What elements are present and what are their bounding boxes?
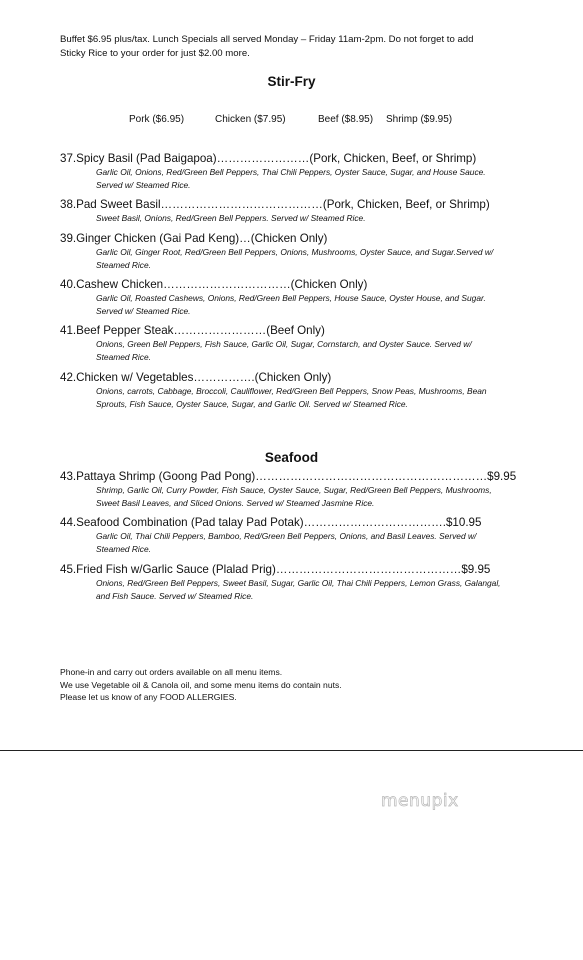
item-name: 41.Beef Pepper Steak — [60, 324, 174, 337]
footer-notes — [60, 666, 480, 704]
item-name: 37.Spicy Basil (Pad Baigapoa) — [60, 152, 217, 165]
menu-item-heading — [60, 515, 510, 530]
item-description: Garlic Oil, Ginger Root, Red/Green Bell Peppers, Onions, Mushrooms, Oyster Sauce, and Sugar.Served w/ Steamed Rice. — [96, 247, 494, 270]
menu-item-39 — [60, 231, 510, 272]
menu-item-heading — [60, 323, 510, 338]
menu-item-heading — [60, 277, 510, 292]
note-line-3: Please let us know of any FOOD ALLERGIES. — [60, 692, 237, 702]
menu-item-38 — [60, 197, 510, 225]
item-price: $9.95 — [461, 563, 491, 576]
item-description: Onions, Red/Green Bell Peppers, Sweet Basil, Sugar, Garlic Oil, Thai Chili Peppers, Lemon Grass, Galangal, and Fish Sauce. Served w/ Steamed Rice. — [96, 578, 501, 601]
item-name: 45.Fried Fish w/Garlic Sauce (Plalad Prig) — [60, 563, 276, 576]
item-name: 43.Pattaya Shrimp (Goong Pad Pong) — [60, 470, 256, 483]
menu-item-45 — [60, 562, 510, 603]
item-price: $10.95 — [445, 516, 482, 529]
stir-fry-heading: Stir-Fry — [267, 74, 316, 89]
menu-item-heading — [60, 562, 510, 577]
price-beef: Beef ($8.95) — [318, 114, 374, 125]
menu-item-43 — [60, 469, 517, 510]
item-description: Garlic Oil, Onions, Red/Green Bell Peppers, Thai Chili Peppers, Oyster Sauce, Sugar, and House Sauce. Served w/ Steamed Rice. — [96, 167, 486, 190]
menu-item-37 — [60, 151, 510, 192]
item-description: Garlic Oil, Roasted Cashews, Onions, Red/Green Bell Peppers, House Sauce, Oyster House, and Sugar. Served w/ Steamed Rice. — [96, 293, 486, 316]
note-line-1: Phone-in and carry out orders available on all menu items. — [60, 667, 283, 677]
item-name: 39.Ginger Chicken (Gai Pad Keng) — [60, 232, 240, 245]
dot-leader: …………………… — [173, 324, 267, 337]
item-name: 38.Pad Sweet Basil — [60, 198, 161, 211]
price-chicken: Chicken ($7.95) — [215, 114, 286, 125]
item-name: 44.Seafood Combination (Pad talay Pad Potak) — [60, 516, 304, 529]
menu-item-heading — [60, 469, 517, 484]
page-divider — [0, 750, 583, 751]
item-option: (Beef Only) — [266, 324, 325, 337]
item-name: 42.Chicken w/ Vegetables — [60, 371, 194, 384]
price-pork: Pork ($6.95) — [129, 114, 185, 125]
dot-leader: …………………………………………………… — [255, 470, 488, 483]
intro-text — [60, 33, 540, 61]
dot-leader: …………………………………… — [160, 198, 323, 211]
item-option: (Pork, Chicken, Beef, or Shrimp) — [309, 152, 477, 165]
dot-leader: …………………………… — [163, 278, 291, 291]
item-name: 40.Cashew Chicken — [60, 278, 164, 291]
item-description: Garlic Oil, Thai Chili Peppers, Bamboo, Red/Green Bell Peppers, Onions, and Basil Leaves. Served w/ Steamed Rice. — [96, 531, 477, 554]
menu-item-heading — [60, 231, 510, 246]
note-line-2: We use Vegetable oil & Canola oil, and some menu items do contain nuts. — [60, 679, 342, 690]
dot-leader: ………………………………………… — [275, 563, 462, 576]
item-option: (Chicken Only) — [250, 232, 328, 245]
dot-leader: ……………. — [193, 371, 255, 384]
intro-line-2: Sticky Rice to your order for just $2.00 more. — [60, 48, 250, 59]
dot-leader: … — [239, 232, 251, 245]
item-description: Onions, Green Bell Peppers, Fish Sauce, Garlic Oil, Sugar, Cornstarch, and Oyster Sauce. Served w/ Steamed Rice. — [96, 339, 472, 362]
item-description: Onions, carrots, Cabbage, Broccoli, Cauliflower, Red/Green Bell Peppers, Snow Peas, Mushrooms, Bean Sprouts, Fish Sauce, Oyster Sauce, Sugar, and Garlic Oil. Served w/ Steamed Rice. — [96, 386, 487, 409]
intro-line-1: Buffet $6.95 plus/tax. Lunch Specials all served Monday – Friday 11am-2pm. Do not forget to add — [60, 34, 474, 45]
seafood-heading: Seafood — [264, 450, 319, 465]
item-option: (Chicken Only) — [254, 371, 332, 384]
stir-fry-price-row — [0, 114, 583, 128]
item-price: $9.95 — [487, 470, 517, 483]
menu-item-44 — [60, 515, 510, 556]
menu-item-heading — [60, 197, 510, 212]
dot-leader: ………………………………. — [303, 516, 446, 529]
menu-item-heading — [60, 370, 510, 385]
item-description: Shrimp, Garlic Oil, Curry Powder, Fish Sauce, Oyster Sauce, Sugar, Red/Green Bell Peppers, Mushrooms, Sweet Basil Leaves, and Sliced Onions. Served w/ Steamed Jasmine Rice. — [96, 485, 492, 508]
price-shrimp: Shrimp ($9.95) — [386, 114, 453, 125]
item-option: (Chicken Only) — [290, 278, 368, 291]
menu-item-40 — [60, 277, 510, 318]
menu-item-41 — [60, 323, 510, 364]
item-description: Sweet Basil, Onions, Red/Green Bell Peppers. Served w/ Steamed Rice. — [96, 213, 366, 223]
item-option: (Pork, Chicken, Beef, or Shrimp) — [322, 198, 490, 211]
menu-item-42 — [60, 370, 510, 411]
menu-item-heading — [60, 151, 510, 166]
dot-leader: …………………… — [216, 152, 310, 165]
watermark-logo: menupix — [381, 791, 459, 811]
